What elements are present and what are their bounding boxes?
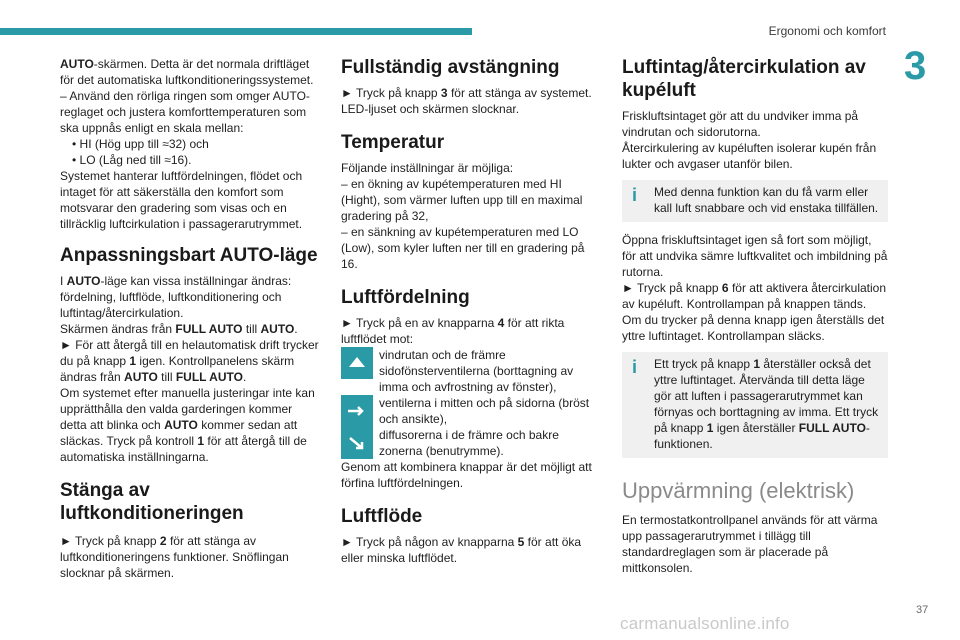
paragraph: Öppna friskluftsintaget igen så fort som möjligt, för att undvika sämre luftkvalitet och imbildning på rutorna. [622, 233, 888, 279]
paragraph: – en ökning av kupétemperaturen med HI (Hight), som värmer luften upp till en maximal gradering på 32, [341, 177, 583, 223]
paragraph: Följande inställningar är möjliga: [341, 161, 514, 175]
paragraph: I AUTO-läge kan vissa inställningar ändras: fördelning, luftflöde, luftkonditionering och luftintag/återcirkulation. [60, 274, 292, 320]
paragraph: ► Tryck på knapp 2 för att stänga av luftkonditioneringens funktioner. Snöflingan slocknar på skärmen. [60, 534, 289, 580]
heading-stop-ac: Stänga av luftkonditioneringen [60, 480, 244, 524]
paragraph: ► Tryck på knapp 3 för att stänga av systemet. LED-ljuset och skärmen slocknar. [341, 86, 592, 116]
section-title: Ergonomi och komfort [768, 24, 886, 38]
windscreen-airflow-icon [341, 347, 373, 379]
info-note: i Ett tryck på knapp 1 återställer också det yttre luftintaget. Återvända till detta läge gör att luften i passagerarutrymmet kan förnyas och borttagning av imma. Ett tryck på knapp 1 igen återställer FULL AUTO-funktionen. [622, 352, 888, 458]
list-item: • HI (Hög upp till ≈32) och [72, 137, 209, 151]
footwell-airflow-icon [341, 427, 373, 459]
heading-intake-recirculation: Luftintag/återcirkulation av kupéluft [622, 57, 866, 101]
header-accent-bar [0, 28, 472, 35]
paragraph: – en sänkning av kupétemperaturen med LO (Low), som kyler luften ner till en gradering på 16. [341, 225, 585, 271]
paragraph: ► Tryck på knapp 6 för att aktivera återcirkulation av kupéluft. Kontrollampan på knappen tänds. [622, 281, 887, 311]
paragraph: Om systemet efter manuella justeringar inte kan upprätthålla den valda garderingen kommer detta att blinka och AUTO kommer sedan att släckas. Tryck på kontroll 1 för att återgå till de automatiska inställningarna. [60, 386, 315, 464]
column-2 [341, 56, 603, 566]
paragraph: Återcirkulering av kupéluften isolerar kupén från lukter och avgaser utanför bilen. [622, 141, 877, 171]
paragraph: ► För att återgå till en helautomatisk drift trycker du på knapp 1 igen. Kontrollpanelens skärm ändras från AUTO till FULL AUTO. [60, 338, 319, 384]
heading-airflow: Luftflöde [341, 506, 423, 527]
distribution-option-feet: diffusorerna i de främre och bakre zonerna (benutrymme). [341, 427, 603, 459]
info-icon: i [632, 357, 638, 377]
paragraph: AUTO-skärmen. Detta är det normala driftläget för det automatiska luftkonditioneringssystemet. [60, 57, 314, 87]
paragraph: ► Tryck på en av knapparna 4 för att rikta luftflödet mot: [341, 316, 565, 346]
paragraph: En termostatkontrollpanel används för att värma upp passagerarutrymmet i tillägg till standardreglagen som är placerade på mittkonsolen. [622, 513, 878, 575]
heading-full-stop: Fullständig avstängning [341, 57, 560, 78]
paragraph: Friskluftsintaget gör att du undviker imma på vindrutan och sidorutorna. [622, 109, 859, 139]
paragraph: Om du trycker på denna knapp igen återställs det yttre luftintaget. Kontrollampan släcks. [622, 313, 885, 343]
distribution-option-face: ventilerna i mitten och på sidorna (bröst och ansikte), [341, 395, 603, 427]
watermark: carmanualsonline.info [620, 614, 790, 633]
page-number: 37 [916, 604, 929, 616]
heading-temperature: Temperatur [341, 132, 445, 153]
column-3 [622, 56, 888, 576]
paragraph: Systemet hanterar luftfördelningen, flödet och intaget för att säkerställa den komfort som motsvarar den gradering som visas och en tillräcklig luftcirkulation i passagerarutrymmet. [60, 169, 303, 231]
chapter-number: 3 [904, 44, 927, 88]
distribution-option-windscreen: vindrutan och de främre sidofönsterventilerna (borttagning av imma och avfrostning av fönster), [341, 347, 603, 395]
heading-adaptive-auto: Anpassningsbart AUTO-läge [60, 245, 318, 266]
paragraph: – Använd den rörliga ringen som omger AUTO-reglaget och justera komforttemperaturen som ska uppnås enligt en skala mellan: [60, 89, 310, 135]
paragraph: ► Tryck på någon av knapparna 5 för att öka eller minska luftflödet. [341, 535, 582, 565]
info-icon: i [632, 185, 638, 205]
heading-electric-heating: Uppvärmning (elektrisk) [622, 478, 855, 503]
face-vent-airflow-icon [341, 395, 373, 427]
heading-air-distribution: Luftfördelning [341, 287, 470, 308]
info-note: i Med denna funktion kan du få varm eller kall luft snabbare och vid enstaka tillfällen. [622, 180, 888, 222]
paragraph: Genom att kombinera knappar är det möjligt att förfina luftfördelningen. [341, 460, 592, 490]
paragraph: Skärmen ändras från FULL AUTO till AUTO. [60, 322, 298, 336]
column-1 [60, 56, 322, 581]
list-item: • LO (Låg ned till ≈16). [72, 153, 192, 167]
